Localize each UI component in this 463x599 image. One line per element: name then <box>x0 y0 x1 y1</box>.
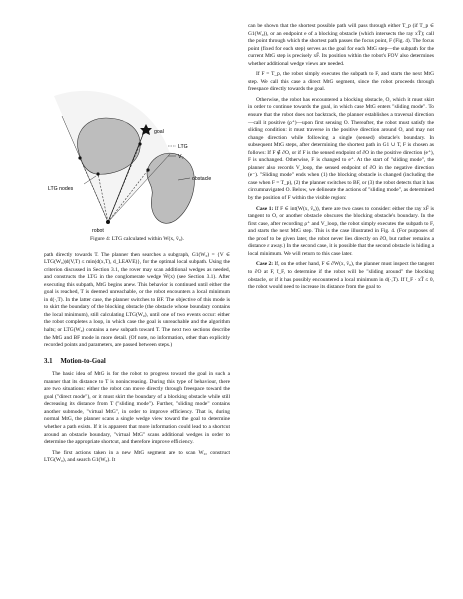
ltg-node <box>96 172 99 175</box>
case-2-text: If, on the other hand, F ∈ ∂W(x, v̄₀), the planner must inspect the tangent to ∂O at F, t̄_F, to determine if the robot will be "sliding around" the blocking obstacle, or if it has possibly encountered a local minimum in d(·,T). If t̄_F · xT̄ ≤ 0, the robot would need to increase its distance from the goal to <box>248 261 434 291</box>
vo-label: V₀ <box>178 154 184 160</box>
obstacle-lower <box>147 153 194 223</box>
right-paragraph-1: can be shown that the shortest possible path will pass through either T_p (if T_p ∈ G1(W₀)), or an endpoint e of a blocking obstacle (which intersects the ray xT̄); call the point through which the shortest path passes the focus point, F (Fig. 4). The focus point (fixed for each step) serves as the goal for each MtG step—the subpath for the current MtG step is precisely xF̄. Its position within the robot's FOV also determines whether additional wedge views are needed. <box>248 23 434 67</box>
right-paragraph-2: If F = T_p, the robot simply executes the subpath to F, and starts the next MtG step. We call this case a direct MtG segment, since the robot proceeds through freespace directly towards the goal. <box>248 71 434 93</box>
robot-label: robot <box>92 228 104 234</box>
right-paragraph-3: Otherwise, the robot has encountered a blocking obstacle, O, which it must skirt in order to continue towards the goal, in which case MtG enters "sliding mode". To ensure that the robot does not backtrack, the planner establishes a traversal direction—call it positive (ρ⁺)—upon first sensing O. Thereafter, the robot must satisfy the sliding condition: it must traverse in the positive direction around O, and may not change direction while following a single (sensed) obstacle's boundary. In subsequent MtG steps, after determining the shortest path in G1 ∪ T, F is chosen as follows: If F ∉ ∂O, or if F is the sensed endpoint of ∂O in the positive direction (e⁺), F is unchanged. Otherwise, F is changed to e⁺. At the start of "sliding mode", the planner also records V_loop, the sensed endpoint of ∂O in the negative direction (e⁻). "Sliding mode" ends when (1) the blocking obstacle is changed (including the case when F = T_p), (2) the planner switches to BF, or (3) the robot detects that it has circumnavigated O. Below, we delineate the actions of "sliding mode", as determined by the position of F within the visible region: <box>248 96 434 202</box>
case-1-lead: Case 1: <box>256 205 274 212</box>
ltg-node <box>138 142 141 145</box>
case-1-text: If F ∈ int(W(x, v̄₀)), there are two cases to consider: either the ray xF̄ is tangent to O, or another obstacle obscures the blocking obstacle's boundary. In the first case, after recording ρ⁺ and V_loop, the robot simply executes the subpath to F, and starts the next MtG step. This is the case illustrated in Fig. 4. (For purposes of the proof to be given later, the robot never lies directly on ∂O, but rather remains a distance ε away.) In the second case, it is possible that the second obstacle is hiding a local minimum. We will return to this case later. <box>248 205 434 257</box>
right-paragraph-5 <box>248 261 434 291</box>
ltg-label: LTG <box>178 144 188 150</box>
figure-4-diagram <box>44 56 230 234</box>
case-2-lead: Case 2: <box>256 261 274 268</box>
section-number: 3.1 <box>44 357 53 365</box>
section-heading <box>44 358 230 366</box>
ltg-nodes-label: LTG nodes <box>48 186 74 192</box>
robot-marker <box>106 220 110 224</box>
right-column <box>248 23 434 292</box>
obstacle-label: obstacle <box>192 176 212 182</box>
ltg-node <box>78 156 81 159</box>
right-paragraph-4 <box>248 206 434 259</box>
section-title: Motion-to-Goal <box>60 357 106 365</box>
left-paragraph-1: path directly towards T. The planner then searches a subgraph, G1(W₀) = {V ∈ LTG(W₀)|d(V,T) ≤ min(d(x,T), d_LEAVE)}, for the optimal local subpath. Using the criterion discussed in Section 3.1, the rover may scan additional wedges as needed, and constructs the LTG in the conglomerate wedge W̄(x) (see Section 3.1). After executing this subpath, MtG begins anew. This behavior is continued until either the goal is reached, T is deemed unreachable, or the robot encounters a local minimum in d(·,T). In the latter case, the planner switches to BF. The objective of this mode is to skirt the boundary of the blocking obstacle (the obstacle whose boundary contains the local minimum), still calculating LTG(W₀), until one of two events occur: either the robot completes a loop, in which case the goal is unreachable and the algorithm halts; or LTG(W₀) contains a new subpath toward T. The next two sections describe the MtG and BF mode in more detail. (Of note, no information, other than explicitly recorded points and parameters, are passed between steps.) <box>44 251 230 349</box>
left-paragraph-3: The first actions taken in a new MtG segment are to scan W₀, construct LTG(W₀), and search G1(W₀). It <box>44 449 230 464</box>
figure-4 <box>44 56 230 234</box>
ltg-node <box>146 168 149 171</box>
goal-label: goal <box>154 129 164 135</box>
left-column <box>44 0 230 465</box>
figure-caption: Figure 4: LTG calculated within W(x, v̄₀). <box>90 236 184 242</box>
left-paragraph-2: The basic idea of MtG is for the robot to progress toward the goal in such a manner that its distance to T is nonincreasing. During this type of behaviour, there are two situations: either the robot can move directly through freespace toward the goal ("direct mode"), or it must skirt the boundary of a blocking obstacle while still decreasing its distance from T ("sliding mode"). Further, "sliding mode" contains another submode, "virtual MtG", in order to improve efficiency. That is, during normal MtG, the planner scans a single wedge view toward the goal to determine whether a path exists. If it is apparent that more information could lead to a shortcut around an obstacle boundary, "virtual MtG" scans additional wedges in order to determine the appropriate shortcut, and therefore improve efficiency. <box>44 371 230 446</box>
